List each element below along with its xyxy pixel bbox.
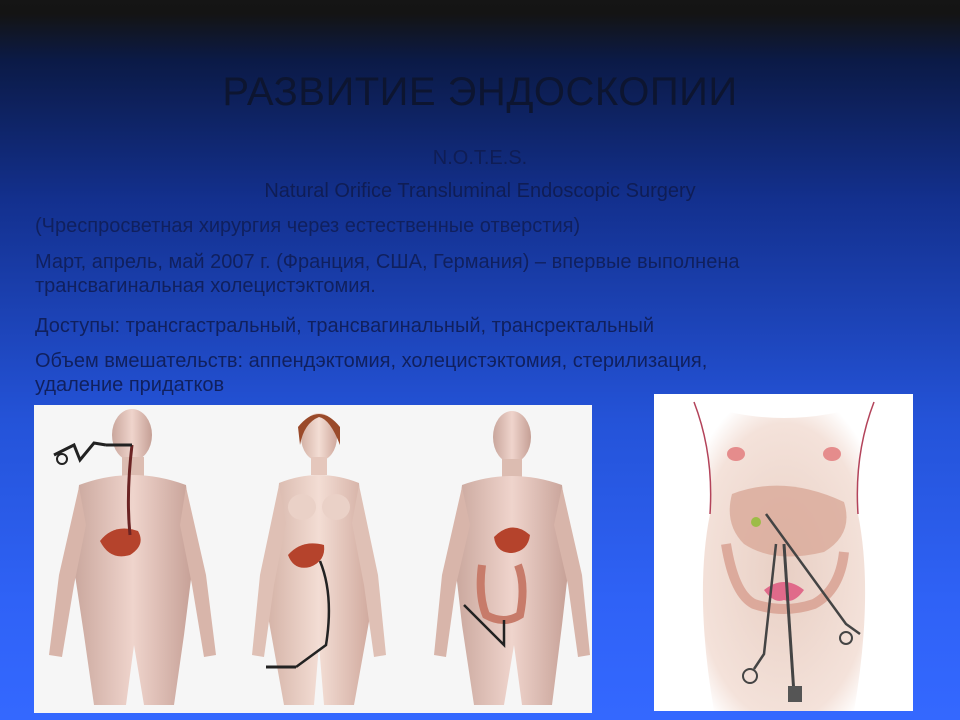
access-routes-illustration <box>34 405 592 713</box>
male-figure-transgastric <box>49 409 216 705</box>
notes-translation: (Чреспросветная хирургия через естественные отверстия) <box>35 215 581 237</box>
slide-title: РАЗВИТИЕ ЭНДОСКОПИИ <box>222 70 738 114</box>
history-line-2: трансвагинальная холецистэктомия. <box>35 275 376 297</box>
notes-full-name: Natural Orifice Transluminal Endoscopic Surgery <box>264 180 696 202</box>
history-line-1: Март, апрель, май 2007 г. (Франция, США, Германия) – впервые выполнена <box>35 251 740 273</box>
back-figure-transrectal <box>434 411 590 705</box>
female-figure-transvaginal <box>252 413 386 705</box>
history-paragraph <box>35 250 915 298</box>
interventions-paragraph <box>35 349 915 397</box>
access-routes: Доступы: трансгастральный, трансвагинальный, трансректальный <box>35 315 655 337</box>
abdominal-instruments-illustration <box>654 394 913 711</box>
interventions-line-1: Объем вмешательств: аппендэктомия, холецистэктомия, стерилизация, <box>35 350 708 372</box>
interventions-line-2: удаление придатков <box>35 374 225 396</box>
notes-abbreviation: N.O.T.E.S. <box>432 147 528 169</box>
